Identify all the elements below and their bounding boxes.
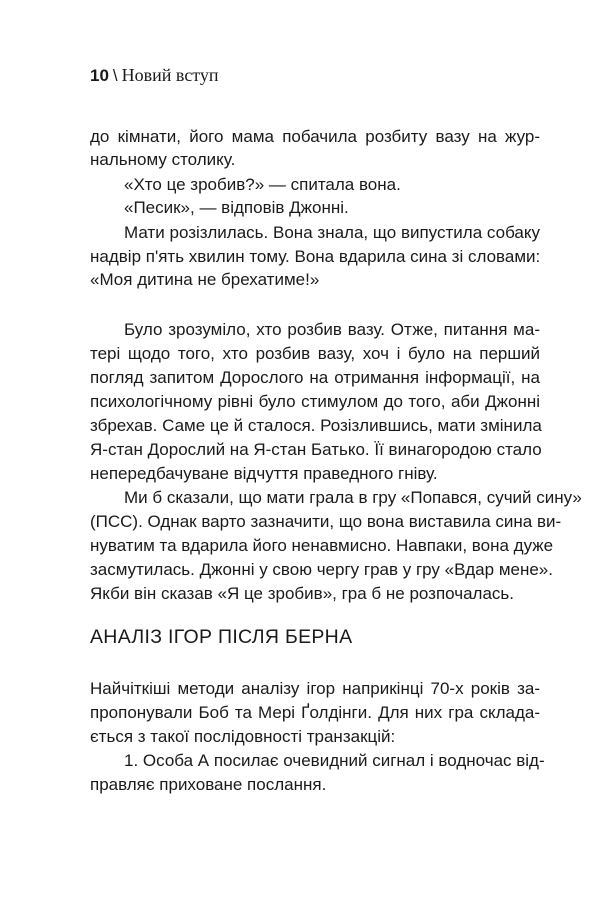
text-line: (ПСС). Однак варто зазначити, що вона виставила сина ви-: [90, 512, 562, 531]
text-line: 1. Особа А посилає очевидний сигнал і водночас від-: [124, 751, 545, 770]
text-line: нуватим та вдарила його ненавмисно. Навпаки, вона дуже: [90, 536, 554, 555]
text-line: «Моя дитина не брехатиме!»: [90, 270, 320, 289]
running-head-separator: \: [112, 66, 118, 85]
text-line: «Песик», — відповів Джонні.: [124, 198, 349, 217]
text-line: Було зрозуміло, хто розбив вазу. Отже, питання ма-: [124, 320, 540, 339]
text-line: ється з такої послідовності транзакцій:: [90, 727, 396, 746]
text-line: засмутилась. Джонні у свою чергу грав у гру «Вдар мене».: [90, 560, 553, 579]
running-head-title: Новий вступ: [121, 65, 219, 85]
text-line: пропонували Боб та Мері Ґолдінги. Для них гра склада-: [90, 703, 540, 722]
text-line: Якби він сказав «Я це зробив», гра б не розпочалась.: [90, 584, 515, 603]
text-line: Найчіткіші методи аналізу ігор наприкінці 70-х років за-: [90, 679, 540, 698]
page-number: 10: [90, 66, 109, 85]
text-line: надвір п'ять хвилин тому. Вона вдарила сина зі словами:: [90, 247, 541, 266]
text-line: збрехав. Саме це й сталося. Розізлившись, мати змінила: [90, 416, 542, 435]
text-line: тері щодо того, хто розбив вазу, хоч і було на перший: [90, 344, 540, 363]
text-line: психологічному рівні було стимулом до того, аби Джонні: [90, 392, 540, 411]
text-line: «Хто це зробив?» — спитала вона.: [124, 175, 401, 194]
text-line: Ми б сказали, що мати грала в гру «Попався, сучий сину»: [124, 488, 582, 507]
section-heading: АНАЛІЗ ІГОР ПІСЛЯ БЕРНА: [90, 626, 353, 648]
text-line: правляє приховане послання.: [90, 775, 327, 794]
text-line: Я-стан Дорослий на Я-стан Батько. Її винагородою стало: [90, 440, 542, 459]
text-line: нальному столику.: [90, 150, 236, 169]
text-line: Мати розізлилась. Вона знала, що випустила собаку: [124, 223, 540, 242]
text-line: погляд запитом Дорослого на отримання інформації, на: [90, 368, 540, 387]
text-line: до кімнати, його мама побачила розбиту вазу на жур-: [90, 127, 540, 146]
running-head: [90, 64, 219, 87]
text-line: непередбачуване відчуття праведного гніву.: [90, 464, 438, 483]
